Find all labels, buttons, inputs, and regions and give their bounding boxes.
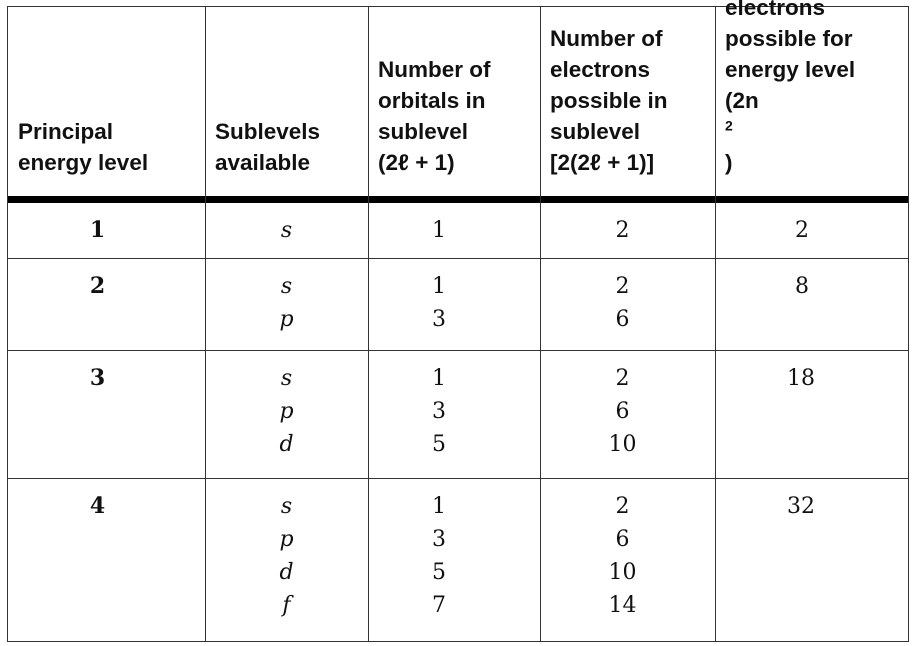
cell-value: 14	[608, 593, 637, 618]
cell-value: 6	[615, 307, 630, 332]
cell-value: 10	[608, 560, 637, 585]
header-line	[725, 85, 855, 178]
cell-value: p	[279, 307, 294, 332]
cell-value: 2	[615, 274, 630, 299]
cell-value: 2	[615, 494, 630, 519]
header-divider	[8, 196, 908, 203]
header-exponent: 2	[725, 117, 733, 134]
cell-value: s	[280, 274, 293, 299]
cell-value: s	[280, 494, 293, 519]
table-row-2-orbitals	[368, 259, 540, 350]
table-row-2-level	[8, 259, 205, 350]
cell-value: d	[279, 432, 294, 457]
table-row-4-level	[8, 479, 205, 641]
header-line: orbitals in	[378, 88, 486, 113]
cell-value: 3	[89, 365, 106, 391]
header-line: [2(2ℓ + 1)]	[550, 150, 655, 175]
table-row-3-orbitals	[368, 351, 540, 478]
table-row-3-electrons	[540, 351, 715, 478]
table-row-4-total	[715, 479, 908, 641]
table-row-4-electrons	[540, 479, 715, 641]
header-line: Sublevels	[215, 119, 321, 144]
cell-value: 5	[432, 560, 446, 585]
table-row-1-orbitals	[368, 203, 540, 258]
table-row-3-sublevels	[205, 351, 368, 478]
table-row-3-level	[8, 351, 205, 478]
column-divider	[540, 7, 541, 641]
cell-value: p	[279, 527, 294, 552]
table-row-4-orbitals	[368, 479, 540, 641]
header-line: possible in	[550, 88, 668, 113]
header-formula: (2n	[725, 88, 759, 113]
cell-value: 7	[432, 593, 446, 618]
header-line: electrons	[550, 57, 651, 82]
cell-value: p	[279, 399, 294, 424]
column-divider	[715, 7, 716, 641]
table-row-1-total	[715, 203, 908, 258]
header-sublevels-available	[205, 7, 368, 196]
table-row-2-electrons	[540, 259, 715, 350]
cell-value: 2	[615, 366, 630, 391]
table-row-2-total	[715, 259, 908, 350]
cell-value: 6	[615, 399, 630, 424]
cell-value: 3	[432, 307, 446, 332]
cell-value: s	[280, 218, 293, 243]
cell-value: 10	[608, 432, 637, 457]
cell-value: 4	[89, 493, 106, 519]
cell-value: 2	[795, 218, 809, 243]
cell-value: 32	[787, 494, 815, 519]
header-line: energy level	[725, 57, 856, 82]
header-line: energy level	[18, 150, 149, 175]
cell-value: s	[280, 366, 293, 391]
cell-value: 1	[432, 274, 446, 299]
header-line: Number of	[378, 57, 491, 82]
cell-value: 3	[432, 527, 446, 552]
header-electrons-in-sublevel	[540, 7, 715, 196]
cell-value: d	[279, 560, 294, 585]
table-row-2-sublevels	[205, 259, 368, 350]
header-line: (2ℓ + 1)	[378, 150, 455, 175]
header-line: available	[215, 150, 311, 175]
cell-value: 5	[432, 432, 446, 457]
header-principal-energy-level	[8, 7, 205, 196]
column-divider	[205, 7, 206, 641]
table-row-1-sublevels	[205, 203, 368, 258]
header-line: sublevel	[378, 119, 469, 144]
cell-value: 1	[432, 218, 446, 243]
column-divider	[368, 7, 369, 641]
header-line: Principal	[18, 119, 114, 144]
cell-value: 2	[89, 273, 106, 299]
header-line: possible for	[725, 26, 853, 51]
header-line: sublevel	[550, 119, 641, 144]
cell-value: f	[282, 593, 291, 618]
cell-value: 1	[432, 366, 446, 391]
cell-value: 2	[615, 218, 630, 243]
header-orbitals-in-sublevel	[368, 7, 540, 196]
energy-level-table	[7, 0, 909, 642]
header-formula-close: )	[725, 150, 733, 175]
table-row-3-total	[715, 351, 908, 478]
cell-value: 8	[795, 274, 809, 299]
cell-value: 6	[615, 527, 630, 552]
cell-value: 18	[787, 366, 815, 391]
table-row-4-sublevels	[205, 479, 368, 641]
table-row-1-electrons	[540, 203, 715, 258]
cell-value: 3	[432, 399, 446, 424]
cell-value: 1	[89, 217, 106, 243]
header-line: electrons	[725, 0, 826, 20]
cell-value: 1	[432, 494, 446, 519]
header-line: Number of	[550, 26, 663, 51]
header-total-electrons	[715, 0, 908, 196]
table-row-1-level	[8, 203, 205, 258]
